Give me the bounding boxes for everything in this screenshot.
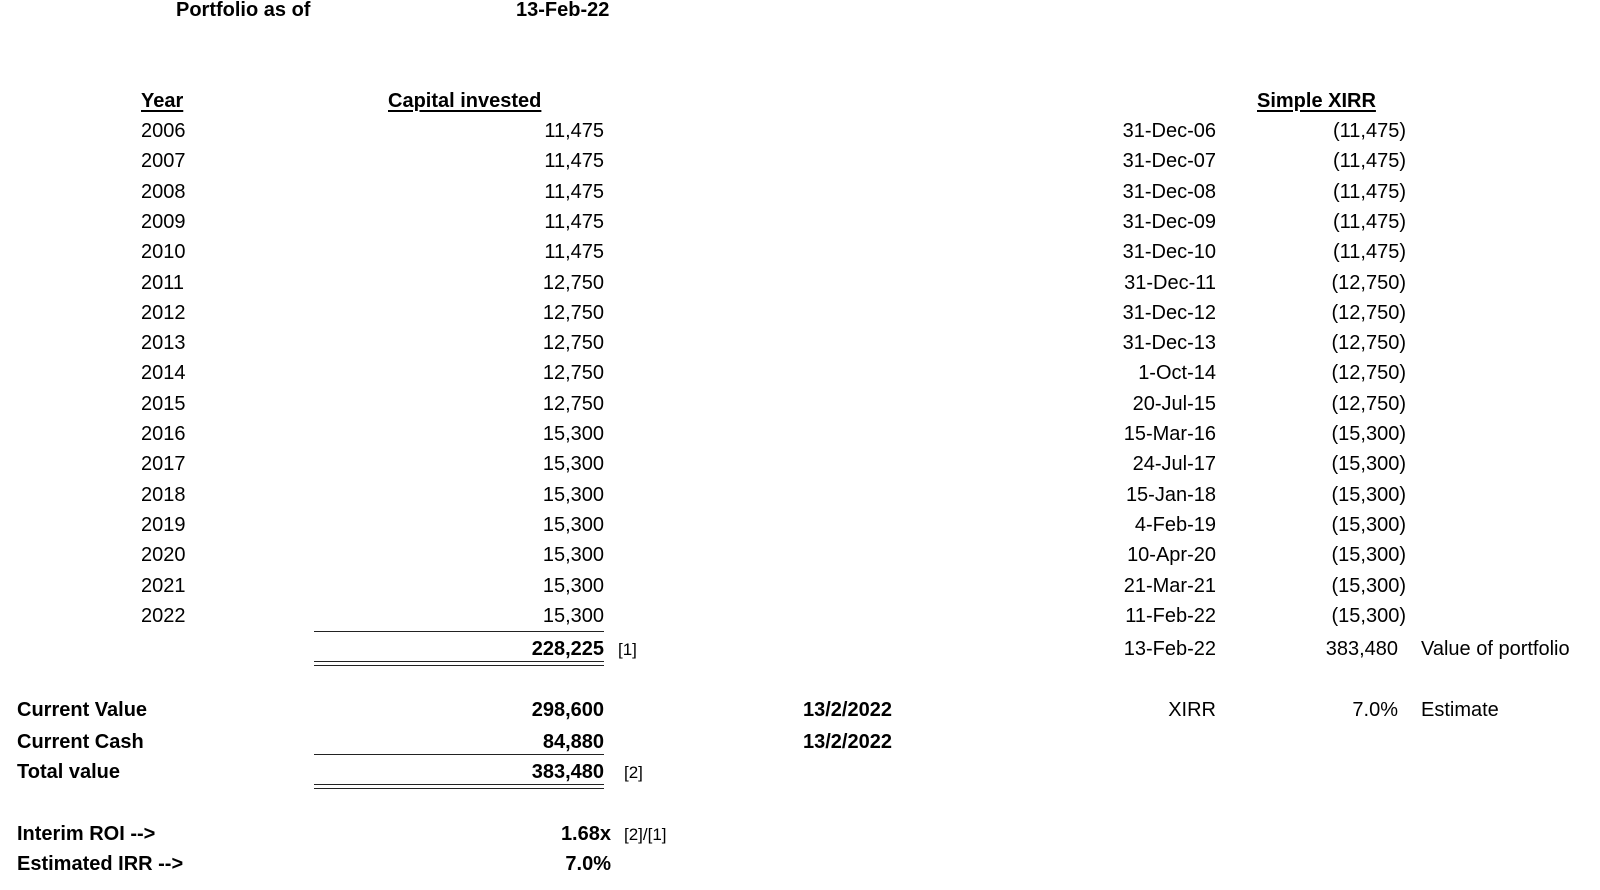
- date-cell: 31-Dec-09: [1122, 211, 1216, 233]
- current-cash-label: Current Cash: [17, 731, 144, 753]
- capital-invested-column-header: Capital invested: [388, 90, 542, 112]
- capital-cell: 12,750: [542, 393, 604, 415]
- simple-xirr-column-header: Simple XIRR: [1257, 90, 1376, 112]
- portfolio-date: 13-Feb-22: [516, 0, 610, 21]
- year-column-header: Year: [141, 90, 184, 112]
- year-cell: 2016: [141, 423, 186, 445]
- capital-cell: 15,300: [542, 423, 604, 445]
- capital-cell: 15,300: [542, 514, 604, 536]
- date-cell: 21-Mar-21: [1123, 575, 1216, 597]
- year-cell: 2020: [141, 544, 186, 566]
- year-cell: 2012: [141, 302, 186, 324]
- estimated-irr-value: 7.0%: [565, 853, 611, 875]
- total-value-label: Total value: [17, 761, 120, 783]
- year-cell: 2006: [141, 120, 186, 142]
- cashflow-cell: (15,300): [1331, 453, 1406, 475]
- cashflow-cell: (12,750): [1331, 272, 1406, 294]
- capital-cell: 15,300: [542, 544, 604, 566]
- cashflow-cell: (12,750): [1331, 302, 1406, 324]
- xirr-estimate-label: Estimate: [1421, 699, 1499, 721]
- date-cell: 31-Dec-10: [1122, 241, 1216, 263]
- year-cell: 2021: [141, 575, 186, 597]
- cashflow-cell: (15,300): [1331, 484, 1406, 506]
- value-of-portfolio-label: Value of portfolio: [1421, 638, 1570, 660]
- year-cell: 2010: [141, 241, 186, 263]
- capital-total: 228,225: [531, 638, 604, 660]
- year-cell: 2007: [141, 150, 186, 172]
- cashflow-cell: (11,475): [1332, 181, 1406, 203]
- cashflow-cell: (15,300): [1331, 423, 1406, 445]
- capital-cell: 12,750: [542, 302, 604, 324]
- date-cell: 1-Oct-14: [1138, 362, 1216, 384]
- estimated-irr-label: Estimated IRR -->: [17, 853, 184, 875]
- year-cell: 2019: [141, 514, 186, 536]
- capital-cell: 11,475: [544, 120, 604, 142]
- date-cell: 31-Dec-07: [1122, 150, 1216, 172]
- date-cell: 31-Dec-11: [1124, 272, 1216, 294]
- capital-cell: 12,750: [542, 362, 604, 384]
- cashflow-cell: (15,300): [1331, 514, 1406, 536]
- cashflow-cell: (15,300): [1331, 575, 1406, 597]
- date-cell: 31-Dec-12: [1122, 302, 1216, 324]
- year-cell: 2011: [141, 272, 185, 294]
- year-cell: 2014: [141, 362, 186, 384]
- capital-cell: 15,300: [542, 484, 604, 506]
- year-cell: 2009: [141, 211, 186, 233]
- portfolio-as-of-label: Portfolio as of: [176, 0, 311, 21]
- year-cell: 2013: [141, 332, 186, 354]
- total-value: 383,480: [531, 761, 604, 783]
- current-cash-date: 13/2/2022: [803, 731, 892, 753]
- total-value-double-rule: [314, 784, 604, 789]
- cashflow-cell: (12,750): [1331, 393, 1406, 415]
- total-value-note: [2]: [624, 763, 643, 782]
- xirr-label: XIRR: [1168, 699, 1216, 721]
- total-value-top-rule: [314, 754, 604, 755]
- year-cell: 2022: [141, 605, 186, 627]
- year-cell: 2008: [141, 181, 186, 203]
- date-cell: 10-Apr-20: [1127, 544, 1216, 566]
- interim-roi-value: 1.68x: [560, 823, 611, 845]
- capital-cell: 15,300: [542, 605, 604, 627]
- cashflow-cell: (12,750): [1331, 332, 1406, 354]
- date-cell: 24-Jul-17: [1132, 453, 1216, 475]
- date-cell: 11-Feb-22: [1125, 605, 1216, 627]
- cashflow-cell: (11,475): [1332, 150, 1406, 172]
- current-value-label: Current Value: [17, 699, 148, 721]
- capital-total-note: [1]: [618, 640, 637, 659]
- date-cell: 31-Dec-08: [1122, 181, 1216, 203]
- capital-cell: 11,475: [544, 241, 604, 263]
- date-cell: 15-Mar-16: [1123, 423, 1216, 445]
- cashflow-cell: (15,300): [1331, 544, 1406, 566]
- capital-cell: 12,750: [542, 272, 604, 294]
- cashflow-cell: (15,300): [1331, 605, 1406, 627]
- cashflow-cell: (12,750): [1331, 362, 1406, 384]
- capital-total-top-rule: [314, 631, 604, 632]
- interim-roi-note: [2]/[1]: [624, 825, 667, 844]
- cashflow-cell: (11,475): [1332, 120, 1406, 142]
- capital-cell: 15,300: [542, 575, 604, 597]
- capital-cell: 11,475: [544, 181, 604, 203]
- current-cash: 84,880: [542, 731, 604, 753]
- current-value-date: 13/2/2022: [803, 699, 892, 721]
- final-date: 13-Feb-22: [1123, 638, 1216, 660]
- year-cell: 2017: [141, 453, 186, 475]
- capital-cell: 12,750: [542, 332, 604, 354]
- interim-roi-label: Interim ROI -->: [17, 823, 156, 845]
- capital-cell: 11,475: [544, 211, 604, 233]
- capital-total-double-rule: [314, 661, 604, 666]
- date-cell: 31-Dec-06: [1122, 120, 1216, 142]
- date-cell: 4-Feb-19: [1134, 514, 1216, 536]
- date-cell: 20-Jul-15: [1132, 393, 1216, 415]
- year-cell: 2018: [141, 484, 186, 506]
- cashflow-cell: (11,475): [1332, 241, 1406, 263]
- cashflow-cell: (11,475): [1332, 211, 1406, 233]
- final-portfolio-value: 383,480: [1325, 638, 1398, 660]
- xirr-value: 7.0%: [1352, 699, 1398, 721]
- current-value: 298,600: [531, 699, 604, 721]
- date-cell: 15-Jan-18: [1125, 484, 1216, 506]
- capital-cell: 11,475: [544, 150, 604, 172]
- date-cell: 31-Dec-13: [1122, 332, 1216, 354]
- capital-cell: 15,300: [542, 453, 604, 475]
- year-cell: 2015: [141, 393, 186, 415]
